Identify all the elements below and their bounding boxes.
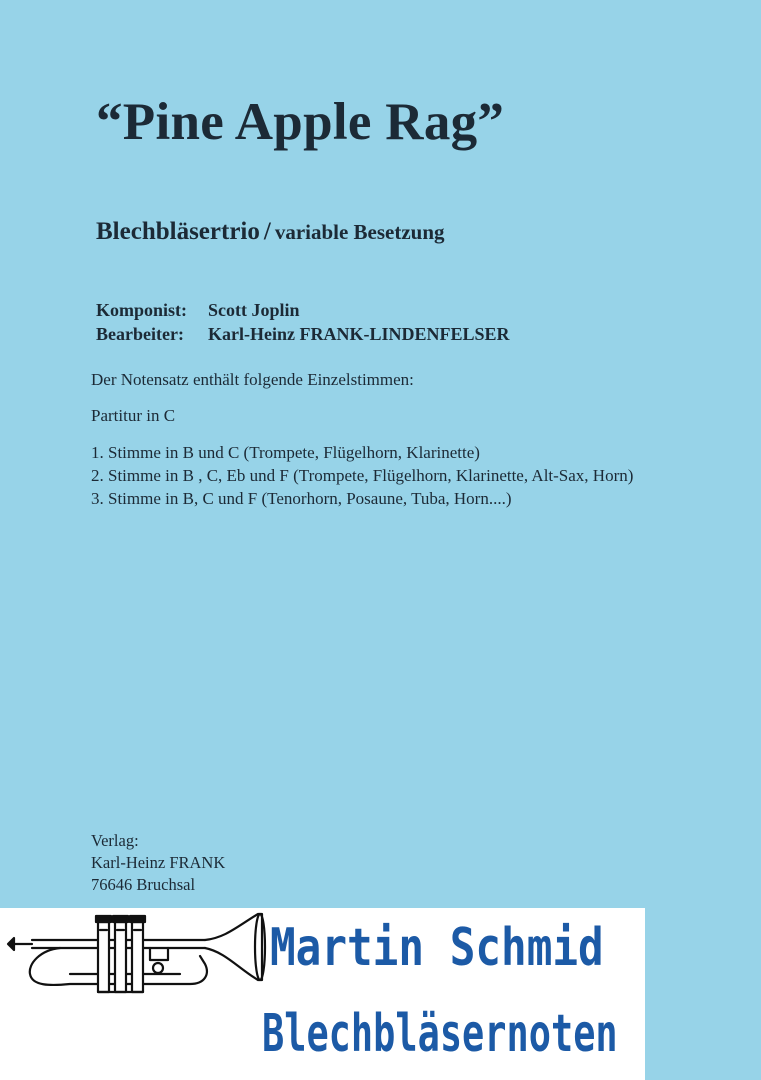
publisher-name: Karl-Heinz FRANK	[91, 853, 226, 872]
shop-banner	[0, 908, 645, 1080]
parts-intro: Der Notensatz enthält folgende Einzelstimmen:	[91, 370, 414, 389]
publisher-city: 76646 Bruchsal	[91, 875, 196, 894]
score-note: Partitur in C	[91, 406, 176, 425]
subtitle	[96, 218, 445, 246]
arranger-row	[96, 322, 510, 346]
credits	[96, 298, 510, 346]
publisher-block	[91, 830, 225, 896]
composer-label: Komponist:	[96, 300, 188, 320]
composer-row	[96, 298, 510, 322]
arranger-label: Bearbeiter:	[96, 324, 184, 344]
list-item: 1. Stimme in B und C (Trompete, Flügelhorn, Klarinette)	[91, 443, 480, 462]
list-item: 2. Stimme in B , C, Eb und F (Trompete, Flügelhorn, Klarinette, Alt-Sax, Horn)	[91, 466, 634, 485]
publisher-label: Verlag:	[91, 831, 139, 850]
parts-list	[91, 441, 633, 510]
list-item: 3. Stimme in B, C und F (Tenorhorn, Posaune, Tuba, Horn....)	[91, 489, 512, 508]
page-title: “Pine Apple Rag”	[96, 93, 505, 151]
ensemble-label: Blechbläsertrio	[96, 218, 260, 245]
instrumentation-label: variable Besetzung	[274, 220, 445, 244]
shop-name: Martin Schmid	[270, 918, 604, 978]
trumpet-icon	[0, 908, 270, 1080]
composer-name: Scott Joplin	[208, 300, 300, 320]
subtitle-separator: /	[263, 218, 271, 245]
arranger-name: Karl-Heinz FRANK-LINDENFELSER	[208, 324, 510, 344]
shop-subtitle: Blechbläsernoten	[262, 1004, 618, 1064]
